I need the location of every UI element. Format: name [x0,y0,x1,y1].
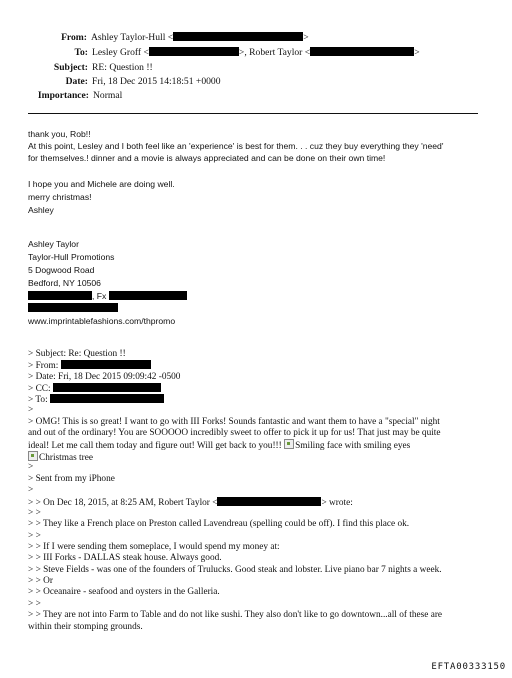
christmas-tree-image-placeholder-icon [28,451,38,461]
quoted-blank: > > [28,599,41,609]
message-line: for themselves.! dinner and a movie is always appreciated and can be done on their own time! [28,153,386,163]
message-line: I hope you and Michele are doing well. [28,179,175,189]
date-value: Fri, 18 Dec 2015 14:18:51 +0000 [92,76,221,87]
signature-url[interactable]: www.imprintablefashions.com/thpromo [28,316,176,326]
quoted-para-line: > OMG! This is so great! I want to go with III Forks! Sounds fantastic and want them to have a "special" night [28,417,440,427]
redaction [149,47,239,56]
redaction [28,291,92,300]
quoted-para-line: Christmas tree [28,451,93,464]
quoted-blank: > [28,462,34,472]
quoted-to: > To: [28,394,164,406]
from-value: Ashley Taylor-Hull < > [91,32,309,43]
to-label: To: [74,47,88,58]
redaction [53,383,161,392]
redaction [28,303,118,312]
quoted-from: > From: [28,360,151,372]
signature-redacted-line [28,302,118,314]
quoted-forks: > > III Forks - DALLAS steak house. Always good. [28,553,222,563]
quoted-french: > > They like a French place on Preston called Lavendreau (spelling could be off). I find this place ok. [28,519,410,529]
message-line: At this point, Lesley and I both feel like an 'experience' is best for them. . . cuz they buy everything they 'need' [28,141,444,151]
smiley-image-placeholder-icon [284,439,294,449]
quoted-blank: > > [28,508,41,518]
to-value: Lesley Groff < >, Robert Taylor < > [92,47,420,58]
signature-name: Ashley Taylor [28,239,79,249]
quoted-para-line: ideal! Let me call them today and figure out! Will get back to you!!! Smiling face with smiling eyes [28,441,411,451]
quoted-cc: > CC: [28,383,161,395]
redaction [173,32,303,41]
redaction [310,47,414,56]
message-line: merry christmas! [28,192,92,202]
subject-label: Subject: [53,62,88,73]
quoted-blank: > [28,405,34,415]
redaction [217,497,321,506]
quoted-on-date: > > On Dec 18, 2015, at 8:25 AM, Robert Taylor < > wrote: [28,498,353,508]
quoted-sent-from: > Sent from my iPhone [28,474,115,484]
quoted-steve: > > Steve Fields - was one of the founders of Trulucks. Good steak and lobster. Live piano bar 7 nights a week. [28,565,442,575]
redaction [61,360,151,369]
quoted-para-line: and out of the ordinary! You are SOOOOO incredibly sweet to offer to pick it up for us! That just may be quite [28,428,441,438]
quoted-blank: > > [28,531,41,541]
quoted-blank: > [28,485,34,495]
signature-company: Taylor-Hull Promotions [28,252,115,262]
signature-phone-fax: , Fx [28,290,187,302]
quoted-date: > Date: Fri, 18 Dec 2015 09:09:42 -0500 [28,372,181,382]
quoted-if-i: > > If I were sending them someplace, I would spend my money at: [28,542,280,552]
quoted-farm2: within their stomping grounds. [28,622,143,632]
redaction [50,394,164,403]
message-line: Ashley [28,205,54,215]
signature-city: Bedford, NY 10506 [28,278,101,288]
date-label: Date: [65,76,88,87]
signature-street: 5 Dogwood Road [28,265,95,275]
quoted-or: > > Or [28,576,53,586]
message-line: thank you, Rob!! [28,129,91,139]
header-divider [28,113,478,114]
redaction [109,291,187,300]
quoted-oceanaire: > > Oceanaire - seafood and oysters in the Galleria. [28,587,220,597]
from-label: From: [61,32,87,43]
importance-label: Importance: [37,90,89,101]
bates-number: EFTA00333150 [431,662,506,672]
subject-value: RE: Question !! [92,62,153,73]
quoted-subject: > Subject: Re: Question !! [28,349,126,359]
importance-value: Normal [93,90,123,101]
quoted-farm: > > They are not into Farm to Table and do not like sushi. They also don't like to go downtown...all of these are [28,610,443,620]
